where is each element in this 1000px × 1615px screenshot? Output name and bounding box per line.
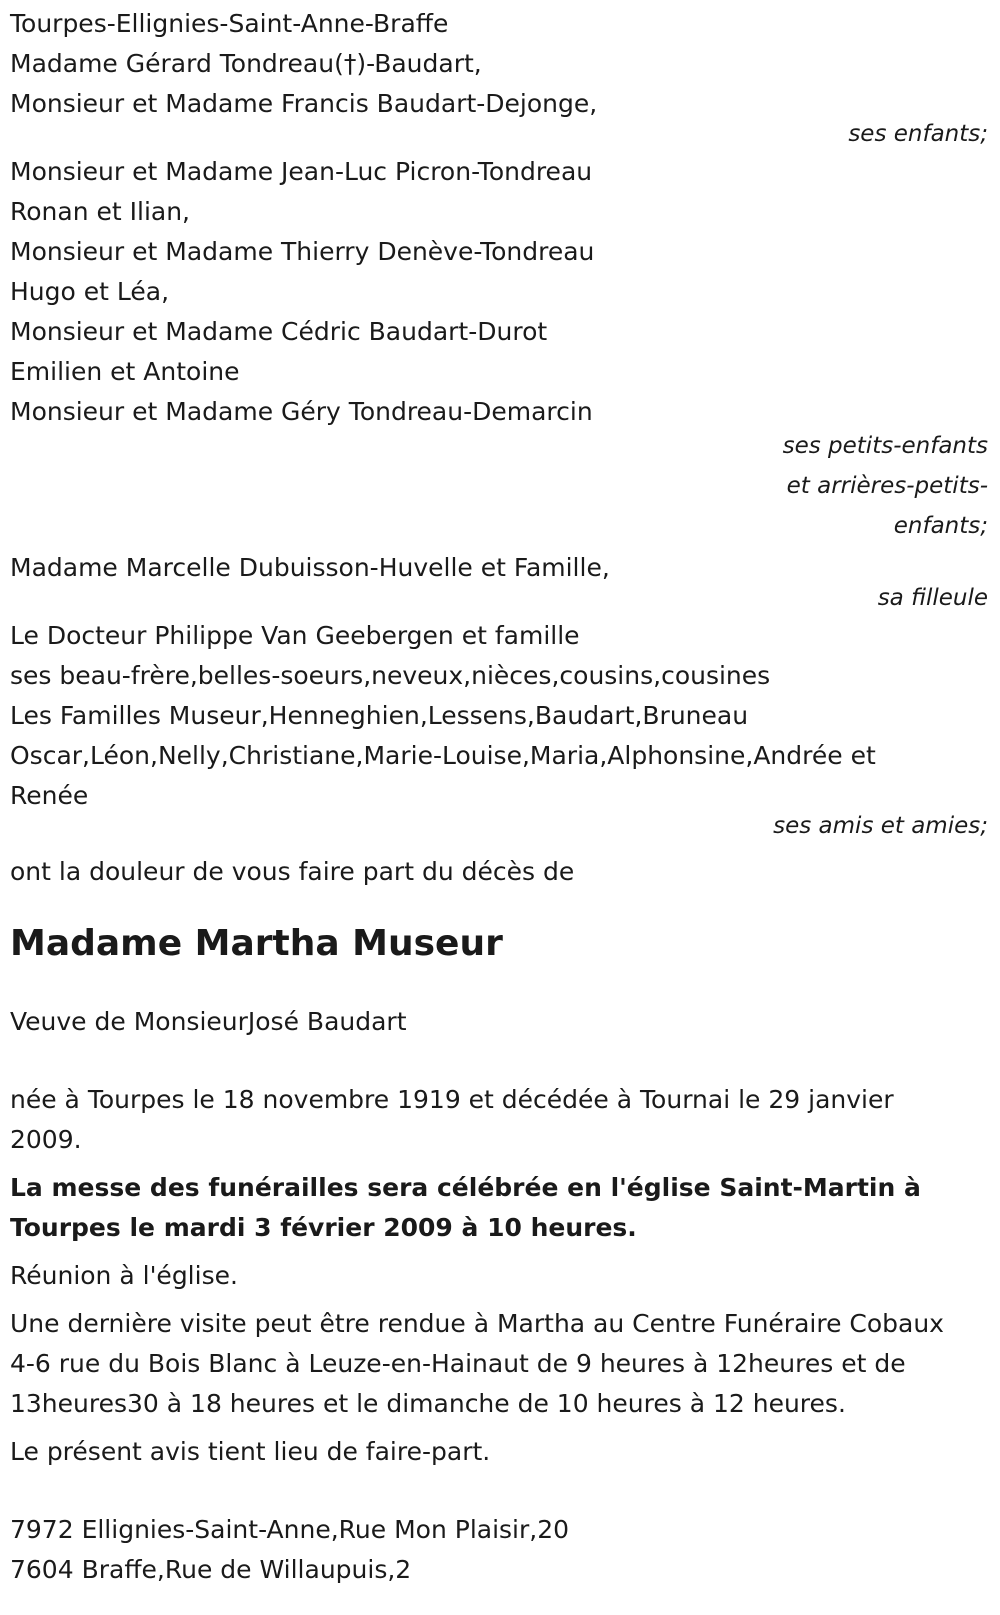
family-line: Madame Gérard Tondreau(†)-Baudart, (10, 49, 482, 78)
intro-text: ont la douleur de vous faire part du décès de (10, 857, 575, 886)
family-line: Les Familles Museur,Henneghien,Lessens,Baudart,Bruneau (10, 701, 749, 730)
funeral-block (10, 1168, 990, 1248)
family-line: Monsieur et Madame Géry Tondreau-Demarcin (10, 397, 593, 426)
children-group (10, 44, 990, 150)
gathering-block (10, 1256, 990, 1296)
header-group (10, 4, 990, 44)
family-line: ses beau-frère,belles-soeurs,neveux,nièces,cousins,cousines (10, 661, 771, 690)
intro-block (10, 852, 990, 892)
notice-text: Le présent avis tient lieu de faire-part. (10, 1437, 491, 1466)
friends-group (10, 616, 990, 842)
family-line: Hugo et Léa, (10, 277, 170, 306)
role-label-children: ses enfants; (848, 121, 988, 147)
visit-text: Une dernière visite peut être rendue à Martha au Centre Funéraire Cobaux 4-6 rue du Bois Blanc à Leuze-en-Hainaut de 9 heures à 12heures et de 13heures30 à 18 heures et le dimanche de 10 heures à 12 heures. (10, 1309, 944, 1418)
family-line: Ronan et Ilian, (10, 197, 191, 226)
family-line: Monsieur et Madame Jean-Luc Picron-Tondreau (10, 157, 593, 186)
birth-death-block (10, 1080, 990, 1160)
family-line: Monsieur et Madame Cédric Baudart-Durot (10, 317, 548, 346)
deceased-name: Madame Martha Museur (10, 923, 503, 964)
role-label-friends: ses amis et amies; (773, 813, 988, 839)
location-line: Tourpes-Ellignies-Saint-Anne-Braffe (10, 9, 449, 38)
funeral-text: La messe des funérailles sera célébrée en l'église Saint-Martin à Tourpes le mardi 3 février 2009 à 10 heures. (10, 1173, 921, 1242)
family-line: Monsieur et Madame Thierry Denève-Tondreau (10, 237, 595, 266)
role-label-grandchildren: et arrières-petits- (786, 473, 988, 499)
birth-death-text: née à Tourpes le 18 novembre 1919 et décédée à Tournai le 29 janvier 2009. (10, 1085, 894, 1154)
family-line: Madame Marcelle Dubuisson-Huvelle et Famille, (10, 553, 610, 582)
family-line: Emilien et Antoine (10, 357, 240, 386)
widow-block (10, 1002, 990, 1042)
address-line: 7972 Ellignies-Saint-Anne,Rue Mon Plaisir,20 (10, 1515, 570, 1544)
gathering-text: Réunion à l'église. (10, 1261, 238, 1290)
addresses-block (10, 1510, 990, 1590)
widow-of-text: Veuve de MonsieurJosé Baudart (10, 1007, 407, 1036)
visit-block (10, 1304, 990, 1424)
notice-block (10, 1432, 990, 1472)
family-line: Le Docteur Philippe Van Geebergen et famille (10, 621, 580, 650)
family-line: Monsieur et Madame Francis Baudart-Dejonge, (10, 89, 598, 118)
goddaughter-group (10, 548, 990, 614)
address-line: 7604 Braffe,Rue de Willaupuis,2 (10, 1555, 412, 1584)
grandchildren-group (10, 152, 990, 546)
role-label-grandchildren: ses petits-enfants (782, 433, 988, 459)
family-line: Oscar,Léon,Nelly,Christiane,Marie-Louise,Maria,Alphonsine,Andrée et (10, 741, 876, 770)
role-label-goddaughter: sa filleule (877, 585, 988, 611)
role-label-grandchildren: enfants; (893, 513, 988, 539)
family-line: Renée (10, 781, 89, 810)
